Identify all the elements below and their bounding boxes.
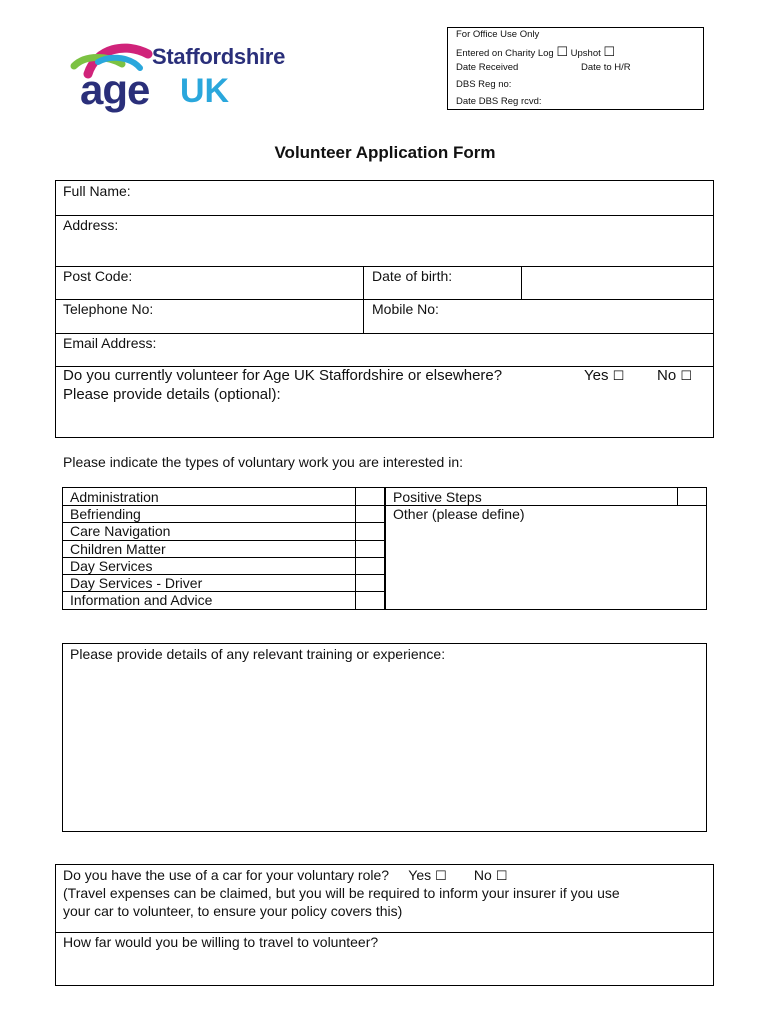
post-code-label: Post Code: xyxy=(63,268,133,284)
volunteer-yes-option xyxy=(584,367,624,384)
work-type-item: Administration xyxy=(70,489,159,505)
page-title: Volunteer Application Form xyxy=(274,143,496,162)
email-label: Email Address: xyxy=(63,335,157,351)
volunteer-yes-checkbox[interactable]: ☐ xyxy=(612,369,625,384)
telephone-label: Telephone No: xyxy=(63,301,154,317)
work-types-right-table xyxy=(385,487,707,610)
office-charity-log-row xyxy=(456,45,615,60)
travel-distance-label: How far would you be willing to travel to volunteer? xyxy=(63,934,379,950)
car-yes-label: Yes xyxy=(408,867,432,883)
logo-staffordshire: Staffordshire xyxy=(152,44,286,69)
volunteer-no-checkbox[interactable]: ☐ xyxy=(680,369,693,384)
volunteer-question: Do you currently volunteer for Age UK Staffordshire or elsewhere? xyxy=(63,367,503,384)
personal-details-table xyxy=(55,180,714,438)
upshot-checkbox[interactable]: ☐ xyxy=(603,45,616,60)
logo-age: age xyxy=(80,66,150,113)
car-no-label: No xyxy=(473,867,492,883)
volunteer-no-option xyxy=(657,367,692,384)
work-type-item: Information and Advice xyxy=(70,592,213,608)
full-name-label: Full Name: xyxy=(63,183,131,199)
date-received-label: Date Received xyxy=(456,62,519,73)
work-type-item: Other (please define) xyxy=(393,506,525,522)
date-to-hr-label: Date to H/R xyxy=(581,62,631,73)
volunteer-no-label: No xyxy=(657,367,677,384)
work-types-left-table xyxy=(62,487,385,610)
date-dbs-label: Date DBS Reg rcvd: xyxy=(456,96,542,107)
charity-log-label: Entered on Charity Log xyxy=(456,48,554,59)
work-type-item: Day Services - Driver xyxy=(70,575,203,591)
car-note-line2: your car to volunteer, to ensure your policy covers this) xyxy=(63,903,403,919)
office-use-heading: For Office Use Only xyxy=(456,29,540,40)
mobile-label: Mobile No: xyxy=(372,301,439,317)
car-question-row xyxy=(63,867,507,884)
car-yes-checkbox[interactable]: ☐ xyxy=(435,869,447,884)
address-label: Address: xyxy=(63,217,119,233)
training-experience-box[interactable] xyxy=(62,643,707,832)
work-type-item: Befriending xyxy=(70,506,141,522)
age-uk-staffordshire-logo xyxy=(68,40,298,113)
office-use-box xyxy=(447,27,704,110)
volunteer-yes-label: Yes xyxy=(584,367,609,384)
car-no-checkbox[interactable]: ☐ xyxy=(495,869,508,884)
dob-label: Date of birth: xyxy=(372,268,453,284)
car-note-line1: (Travel expenses can be claimed, but you will be required to inform your insurer if you use xyxy=(63,885,620,901)
logo-uk: UK xyxy=(180,72,230,110)
dbs-reg-label: DBS Reg no: xyxy=(456,79,512,90)
work-type-item: Care Navigation xyxy=(70,523,171,539)
interest-prompt: Please indicate the types of voluntary work you are interested in: xyxy=(63,454,463,470)
car-question: Do you have the use of a car for your voluntary role? xyxy=(63,867,390,883)
car-travel-table xyxy=(55,864,714,986)
work-type-item: Positive Steps xyxy=(393,489,482,505)
work-type-item: Day Services xyxy=(70,558,153,574)
training-prompt: Please provide details of any relevant training or experience: xyxy=(70,646,446,662)
work-type-item: Children Matter xyxy=(70,541,166,557)
upshot-label: Upshot xyxy=(570,48,601,59)
charity-log-checkbox[interactable]: ☐ xyxy=(556,45,568,60)
volunteer-details-label: Please provide details (optional): xyxy=(63,386,281,403)
